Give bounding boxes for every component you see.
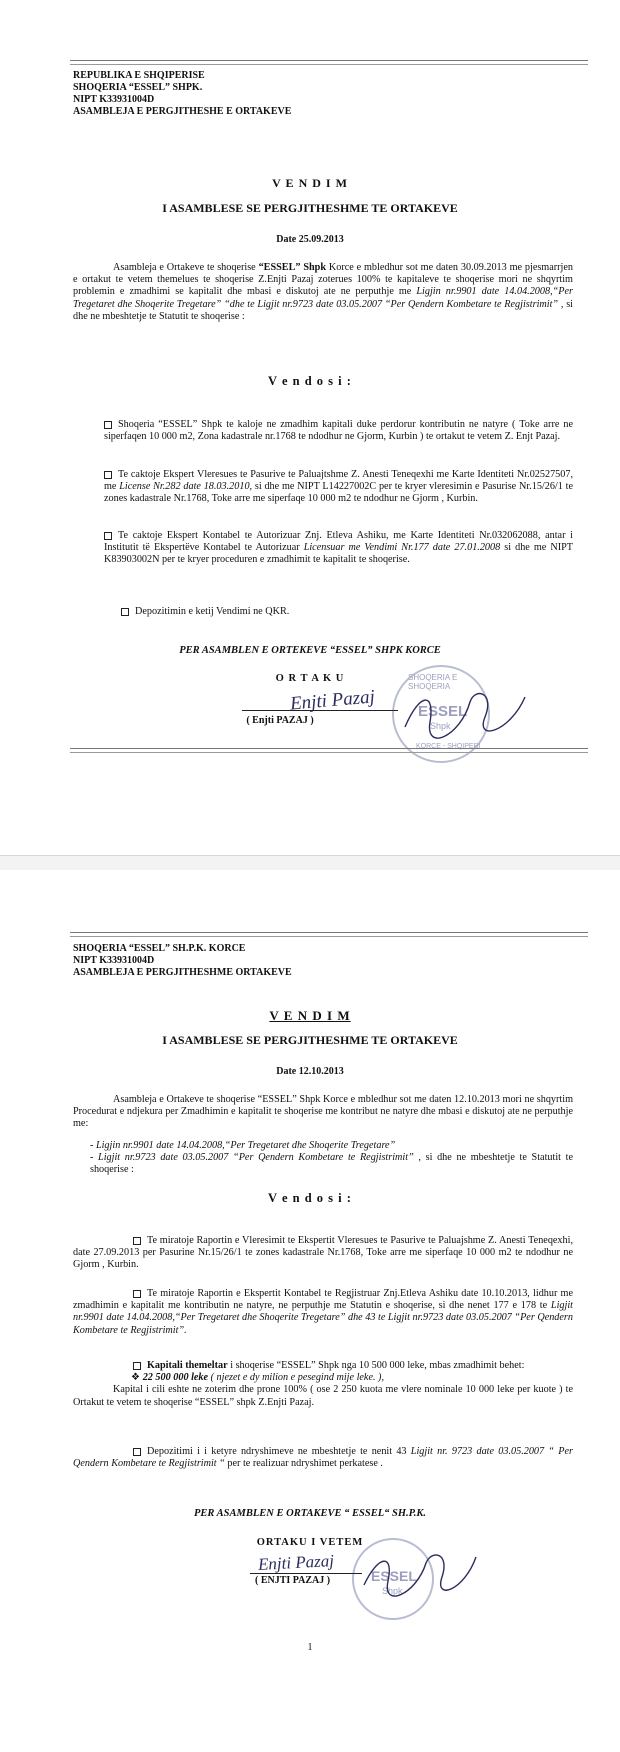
page-1 bbox=[0, 0, 620, 855]
capital-amount: ❖ 22 500 000 leke ( njezet e dy milion e pesegind mije leke. ), bbox=[131, 1372, 385, 1384]
company-stamp: SHOQERIA E SHOQERIA ESSEL Shpk KORCE - SHQIPERI bbox=[392, 665, 490, 763]
page-number: 1 bbox=[307, 1642, 313, 1653]
signature-flourish bbox=[360, 1545, 480, 1600]
intro-paragraph: Asambleja e Ortakeve te shoqerise “ESSEL” Shpk Korce e mbledhur sot me daten 30.09.2013 me pjesmarrjen e ortakut te vetem themelues te shoqerise Z.Enjti Pazaj zoterues 100% te kapitaleve te shoqerise mori ne shqyrtim problemin e zmadhimi se kapitalit dhe mbasi e diskutoj ate ne perputhje me Ligjin nr.9901 date 14.04.2008,“Per Tregetaret dhe Shoqerite Tregetare” “dhe te Ligjit nr.9723 date 03.05.2007 “Per Qendern Kombetare te Regjistrimit” , si dhe ne mbeshtetje te Statutit te shoqerise : bbox=[73, 262, 574, 322]
header-line: SHOQERIA “ESSEL” SHPK. bbox=[73, 82, 203, 93]
header-block bbox=[73, 943, 292, 979]
decision-item: Depozitimi i i ketyre ndryshimeve ne mbeshtetje te nenit 43 Ligjit nr. 9723 date 03.05.2007 “ Per Qendern Kombetare te Regjistrimit “ per te realizuar ndryshimet perkatese . bbox=[73, 1446, 573, 1470]
bullet-icon bbox=[121, 608, 129, 616]
decision-item: Shoqeria “ESSEL” Shpk te kaloje ne zmadhim kapitali duke perdorur kontributin ne natyre ( Toke arre ne siperfaqen 10 000 m2, Zona kadastrale nr.1768 te ndodhur ne Gjorm, Kurbin ) te ortakut te vetem Z. Enjt Pazaj. bbox=[104, 419, 573, 443]
bullet-icon bbox=[133, 1448, 141, 1456]
decision-item: Te miratoje Raportin e Vleresimit te Ekspertit Vleresues te Pasurive te Paluajshme Z. Anesti Teneqexhi, date 27.09.2013 per Pasurine Nr.15/26/1 te zones kadastrale Nr.1768, Toke arre me siperfaqe 10 000 m2 te ndodhur ne Gjorm , Kurbin. bbox=[73, 1235, 573, 1271]
handwritten-signature: Enjti Pazaj bbox=[257, 1551, 335, 1574]
vendosi-heading: V e n d o s i : bbox=[268, 1191, 352, 1205]
header-line: NIPT K33931004D bbox=[73, 955, 155, 966]
document-subtitle: I ASAMBLESE SE PERGJITHESHME TE ORTAKEVE bbox=[162, 1033, 458, 1047]
vendosi-heading: V e n d o s i : bbox=[268, 374, 352, 388]
signature-line bbox=[242, 710, 398, 711]
closing-line: PER ASAMBLEN E ORTAKEVE “ ESSEL“ SH.P.K. bbox=[194, 1508, 426, 1519]
decision-item: Te caktoje Ekspert Kontabel te Autorizuar Znj. Etleva Ashiku, me Karte Identiteti Nr.032062088, antar i Institutit të Ekspertëve Kontabel te Autorizuar Licensuar me Vendimi Nr.177 date 27.01.2008 si dhe me NIPT K83903002N per te kryer proceduren e zmadhimit te kapitalit te shoqerise. bbox=[104, 530, 573, 566]
bullet-icon bbox=[104, 471, 112, 479]
signature-flourish bbox=[400, 682, 530, 742]
document-subtitle: I ASAMBLESE SE PERGJITHESHME TE ORTAKEVE bbox=[162, 201, 458, 215]
bullet-icon bbox=[133, 1362, 141, 1370]
law-reference: - Ligjin nr.9901 date 14.04.2008,“Per Tregetaret dhe Shoqerite Tregetare” bbox=[90, 1140, 396, 1151]
ortaku-label: O R T A K U bbox=[275, 673, 345, 684]
bullet-icon bbox=[104, 532, 112, 540]
document-title: V E N D I M bbox=[269, 1008, 351, 1023]
decision-item: Depozitimin e ketij Vendimi ne QKR. bbox=[121, 606, 573, 618]
document-date: Date 12.10.2013 bbox=[276, 1066, 344, 1077]
signatory-name: ( Enjti PAZAJ ) bbox=[246, 715, 314, 726]
header-line: REPUBLIKA E SHQIPERISE bbox=[73, 70, 205, 81]
closing-line: PER ASAMBLEN E ORTEKEVE “ESSEL” SHPK KORCE bbox=[179, 645, 441, 656]
decision-item: Te caktoje Ekspert Vleresues te Pasurive te Paluajtshme Z. Anesti Teneqexhi me Karte Identiteti Nr.02527507, me License Nr.282 date 18.03.2010, si dhe me NIPT L14227002C per te kryer vleresimin e Pasurise Nr.15/26/1 te zones kadastrale Nr.1768, Toke arre me siperfaqe 10 000 m2 te ndodhur ne Gjorm , Kurbin. bbox=[104, 469, 573, 505]
header-line: ASAMBLEJA E PERGJITHESHE E ORTAKEVE bbox=[73, 106, 292, 117]
capital-ownership: Kapital i cili eshte ne zoterim dhe prone 100% ( ose 2 250 kuota me vlere nominale 10 000 leke per kuote ) te Ortakut te vetem te shoqerise “ESSEL” shpk Z.Enjti Pazaj. bbox=[73, 1384, 573, 1408]
page-2 bbox=[0, 870, 620, 1752]
top-rule bbox=[70, 932, 588, 937]
bullet-icon bbox=[104, 421, 112, 429]
law-reference: - Ligjit nr.9723 date 03.05.2007 “Per Qendern Kombetare te Regjistrimit” , si dhe ne mbeshtetje te Statutit te shoqerise : bbox=[90, 1152, 574, 1176]
decision-item: Kapitali themeltar i shoqerise “ESSEL” Shpk nga 10 500 000 leke, mbas zmadhimit behet: ❖ 22 500 000 leke ( njezet e dy milion e pesegind mije leke. ), Kapital i cili eshte ne zoterim dhe prone 100% ( ose 2 250 kuota me vlere nominale 10 000 leke per kuote ) te Ortakut te vetem te shoqerise “ESSEL” shpk Z.Enjti Pazaj. bbox=[73, 1360, 573, 1408]
intro-paragraph: Asambleja e Ortakeve te shoqerise “ESSEL” Shpk Korce e mbledhur sot me daten 12.10.2013 mori ne shqyrtim Procedurat e ndjekura per Zmadhimin e kapitalit te shoqerise me kontribut ne natyre dhe mbasi e diskutoj ate ne perputhje me: bbox=[73, 1094, 573, 1130]
law-references bbox=[90, 1140, 573, 1177]
bullet-icon bbox=[133, 1290, 141, 1298]
document-title: V E N D I M bbox=[272, 176, 348, 190]
bottom-rule bbox=[70, 748, 588, 753]
document-date: Date 25.09.2013 bbox=[276, 234, 344, 245]
top-rule bbox=[70, 60, 588, 65]
handwritten-signature: Enjti Pazaj bbox=[289, 686, 376, 715]
header-block bbox=[73, 70, 291, 118]
header-line: NIPT K33931004D bbox=[73, 94, 155, 105]
star-icon: ❖ bbox=[131, 1372, 143, 1384]
header-line: ASAMBLEJA E PERGJITHESHME ORTAKEVE bbox=[73, 967, 292, 978]
signature-line bbox=[250, 1573, 362, 1574]
decision-item: Te miratoje Raportin e Ekspertit Kontabel te Regjistruar Znj.Etleva Ashiku date 10.10.2013, lidhur me zmadhimin e kapitalit me kontributin ne natyre, ne perputhje me Statutin e shoqerise, si dhe nenet 177 e 178 te Ligjit nr.9901 date 14.04.2008,“Per Tregetaret dhe Shoqerite Tregetare” dhe 43 te Ligjit nr.9723 date 03.05.2007 “Per Qendern Kombetare te Regjistrimit”. bbox=[73, 1288, 573, 1336]
signatory-name: ( ENJTI PAZAJ ) bbox=[255, 1575, 331, 1586]
bullet-icon bbox=[133, 1237, 141, 1245]
company-stamp: ESSEL Shpk bbox=[352, 1538, 434, 1620]
ortaku-label: ORTAKU I VETEM bbox=[256, 1537, 364, 1548]
header-line: SHOQERIA “ESSEL” SH.P.K. KORCE bbox=[73, 943, 246, 954]
